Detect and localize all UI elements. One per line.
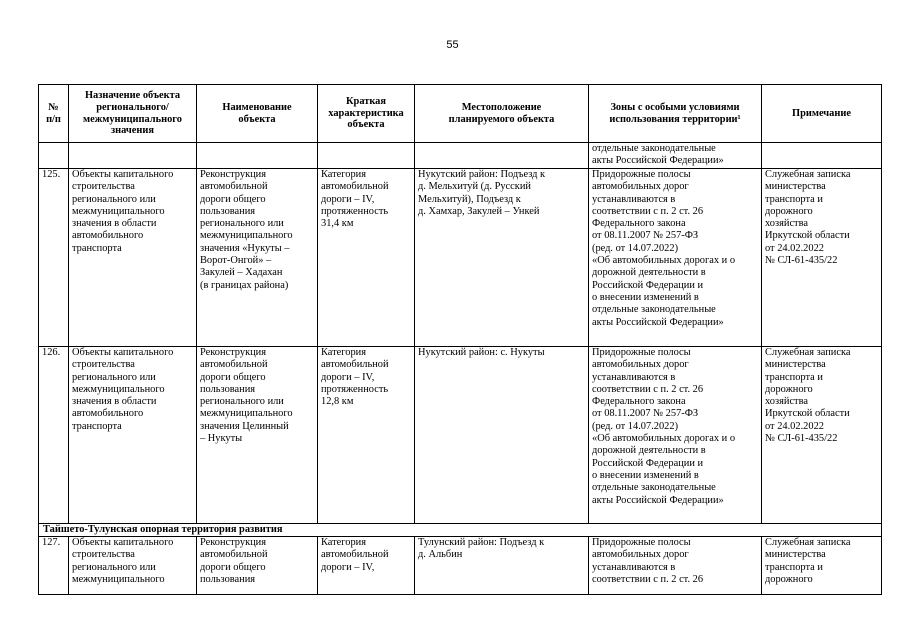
text-line: акты Российской Федерации»: [592, 155, 724, 167]
cell-name: [197, 537, 318, 595]
text-line: (ред. от 14.07.2022): [592, 420, 679, 432]
text-line: дороги общего: [200, 371, 266, 383]
text-line: устанавливаются в: [592, 561, 676, 573]
text-line: регионального или: [72, 193, 156, 205]
text-line: Категория: [321, 537, 367, 548]
text-line: транспорта и: [765, 371, 823, 383]
text-line: межмуниципального: [200, 230, 293, 242]
text-line: от 24.02.2022: [765, 242, 824, 254]
text-line: регионального или: [200, 396, 284, 408]
text-line: Российской Федерации и: [592, 457, 704, 469]
text-line: дорожного: [765, 573, 813, 585]
text-line: использования территории¹: [609, 113, 741, 125]
text-line: п/п: [46, 113, 61, 125]
cell-purpose: [69, 347, 197, 524]
text-line: объекта: [238, 113, 276, 125]
cell: [197, 143, 318, 169]
text-line: соответствии с п. 2 ст. 26: [592, 383, 704, 395]
cell: [415, 143, 589, 169]
text-line: Примечание: [792, 107, 851, 119]
text-line: Объекты капитального: [72, 169, 174, 180]
section-row: [39, 524, 882, 537]
objects-table: [38, 84, 882, 595]
text-line: дороги общего: [200, 561, 266, 573]
text-line: объекта: [347, 119, 385, 131]
text-line: Ворот-Онгой» –: [200, 255, 272, 267]
text-line: (ред. от 14.07.2022): [592, 242, 679, 254]
page-number: 55: [446, 39, 459, 51]
cell: [69, 143, 197, 169]
cell-name: [197, 169, 318, 347]
text-line: межмуниципального: [72, 573, 165, 585]
cell-characteristic: [318, 537, 415, 595]
header-zones: [589, 85, 762, 143]
text-line: «Об автомобильных дорогах и о: [592, 255, 736, 267]
text-line: значения «Нукуты –: [200, 242, 290, 254]
text-line: автомобильных дорог: [592, 549, 689, 561]
text-line: соответствии с п. 2 ст. 26: [592, 573, 704, 585]
cell-num: 127.: [39, 537, 69, 595]
cell-characteristic: [318, 169, 415, 347]
text-line: автомобильной: [200, 549, 268, 561]
text-line: Объекты капитального: [72, 347, 174, 358]
cell-name: [197, 347, 318, 524]
text-line: №: [48, 101, 59, 113]
cell-num: 125.: [39, 169, 69, 347]
text-line: устанавливаются в: [592, 193, 676, 205]
table-row: [39, 347, 882, 524]
text-line: значения: [110, 125, 154, 137]
text-line: строительства: [72, 549, 135, 561]
text-line: устанавливаются в: [592, 371, 676, 383]
header-characteristic: [318, 85, 415, 143]
text-line: министерства: [765, 359, 826, 371]
text-line: дорожной деятельности в: [592, 445, 706, 457]
cell: [318, 143, 415, 169]
cell-note: [762, 347, 882, 524]
text-line: Местоположение: [461, 101, 542, 113]
text-line: автомобильной: [321, 181, 389, 193]
text-line: Мельхитуй), Подъезд к: [418, 193, 521, 205]
text-line: Нукутский район: Подъезд к: [418, 169, 546, 180]
text-line: автомобильной: [200, 181, 268, 193]
text-line: «Об автомобильных дорогах и о: [592, 433, 736, 445]
cell: [762, 143, 882, 169]
text-line: межмуниципального: [83, 113, 182, 125]
text-line: протяженность: [321, 383, 389, 395]
text-line: протяженность: [321, 205, 389, 217]
text-line: Придорожные полосы: [592, 537, 691, 548]
text-line: № СЛ-61-435/22: [765, 255, 838, 267]
text-line: отдельные законодательные: [592, 143, 716, 154]
text-line: отдельные законодательные: [592, 482, 716, 494]
text-line: Наименование: [222, 101, 292, 113]
text-line: межмуниципального: [72, 383, 165, 395]
text-line: автомобильного: [72, 230, 144, 242]
table-row: [39, 537, 882, 595]
text-line: автомобильных дорог: [592, 359, 689, 371]
text-line: Служебная записка: [765, 347, 851, 358]
text-line: Иркутской области: [765, 230, 850, 242]
cell-location: [415, 347, 589, 524]
text-line: Краткая: [346, 95, 386, 107]
section-title: Тайшето-Тулунская опорная территория развития: [39, 524, 882, 537]
text-line: автомобильных дорог: [592, 181, 689, 193]
header-note: [762, 85, 882, 143]
text-line: – Нукуты: [200, 433, 243, 445]
text-line: Категория: [321, 347, 367, 358]
cell-note: [762, 537, 882, 595]
cell-location: [415, 169, 589, 347]
text-line: Назначение объекта: [84, 89, 181, 101]
text-line: значения Целинный: [200, 420, 289, 432]
text-line: дорожного: [765, 205, 813, 217]
text-line: межмуниципального: [200, 408, 293, 420]
text-line: Закулей – Хадахан: [200, 267, 283, 279]
text-line: транспорта: [72, 242, 122, 254]
text-line: дороги – IV,: [321, 193, 375, 205]
text-line: регионального или: [200, 218, 284, 230]
cell-characteristic: [318, 347, 415, 524]
text-line: значения в области: [72, 218, 157, 230]
text-line: Федерального закона: [592, 396, 686, 408]
text-line: 12,8 км: [321, 396, 354, 408]
text-line: планируемого объекта: [448, 113, 555, 125]
text-line: Нукутский район: с. Нукуты: [418, 347, 545, 358]
text-line: д. Мельхитуй (д. Русский: [418, 181, 531, 193]
text-line: Служебная записка: [765, 537, 851, 548]
text-line: Служебная записка: [765, 169, 851, 180]
cell-zones: [589, 537, 762, 595]
text-line: Иркутской области: [765, 408, 850, 420]
header-num: [39, 85, 69, 143]
text-line: № СЛ-61-435/22: [765, 433, 838, 445]
text-line: автомобильной: [200, 359, 268, 371]
cell-purpose: [69, 537, 197, 595]
text-line: хозяйства: [765, 396, 808, 408]
text-line: автомобильного: [72, 408, 144, 420]
text-line: министерства: [765, 549, 826, 561]
text-line: Категория: [321, 169, 367, 180]
text-line: (в границах района): [200, 279, 289, 291]
text-line: транспорта и: [765, 193, 823, 205]
table-header-row: [39, 85, 882, 143]
text-line: дороги общего: [200, 193, 266, 205]
text-line: дороги – IV,: [321, 561, 375, 573]
cell-location: [415, 537, 589, 595]
text-line: Реконструкция: [200, 537, 267, 548]
text-line: отдельные законодательные: [592, 304, 716, 316]
text-line: 31,4 км: [321, 218, 354, 230]
table-row: [39, 169, 882, 347]
cell-zones: [589, 347, 762, 524]
header-purpose: [69, 85, 197, 143]
text-line: пользования: [200, 383, 256, 395]
text-line: дорожного: [765, 383, 813, 395]
cell-zones: [589, 169, 762, 347]
text-line: д. Хамхар, Закулей – Ункей: [418, 205, 540, 217]
text-line: автомобильной: [321, 549, 389, 561]
text-line: от 08.11.2007 № 257-ФЗ: [592, 408, 699, 420]
text-line: от 08.11.2007 № 257-ФЗ: [592, 230, 699, 242]
text-line: о внесении изменений в: [592, 469, 699, 481]
cell-zones: [589, 143, 762, 169]
text-line: автомобильной: [321, 359, 389, 371]
text-line: Реконструкция: [200, 169, 267, 180]
header-name: [197, 85, 318, 143]
cell: [39, 143, 69, 169]
text-line: Тулунский район: Подъезд к: [418, 537, 545, 548]
text-line: транспорта: [72, 420, 122, 432]
text-line: Российской Федерации и: [592, 279, 704, 291]
text-line: Придорожные полосы: [592, 169, 691, 180]
text-line: строительства: [72, 359, 135, 371]
text-line: Зоны с особыми условиями: [610, 101, 740, 113]
text-line: дороги – IV,: [321, 371, 375, 383]
text-line: межмуниципального: [72, 205, 165, 217]
cell-purpose: [69, 169, 197, 347]
text-line: Реконструкция: [200, 347, 267, 358]
text-line: акты Российской Федерации»: [592, 316, 724, 328]
text-line: значения в области: [72, 396, 157, 408]
text-line: министерства: [765, 181, 826, 193]
text-line: о внесении изменений в: [592, 291, 699, 303]
text-line: Придорожные полосы: [592, 347, 691, 358]
text-line: дорожной деятельности в: [592, 267, 706, 279]
text-line: регионального или: [72, 561, 156, 573]
text-line: характеристика: [328, 107, 404, 119]
text-line: Объекты капитального: [72, 537, 174, 548]
text-line: транспорта и: [765, 561, 823, 573]
text-line: пользования: [200, 573, 256, 585]
text-line: пользования: [200, 205, 256, 217]
text-line: Федерального закона: [592, 218, 686, 230]
cell-num: 126.: [39, 347, 69, 524]
text-line: регионального/: [96, 101, 169, 113]
text-line: от 24.02.2022: [765, 420, 824, 432]
header-location: [415, 85, 589, 143]
text-line: соответствии с п. 2 ст. 26: [592, 205, 704, 217]
text-line: регионального или: [72, 371, 156, 383]
table-row-continuation: [39, 143, 882, 169]
text-line: строительства: [72, 181, 135, 193]
text-line: хозяйства: [765, 218, 808, 230]
text-line: акты Российской Федерации»: [592, 494, 724, 506]
cell-note: [762, 169, 882, 347]
text-line: д. Альбин: [418, 549, 463, 561]
